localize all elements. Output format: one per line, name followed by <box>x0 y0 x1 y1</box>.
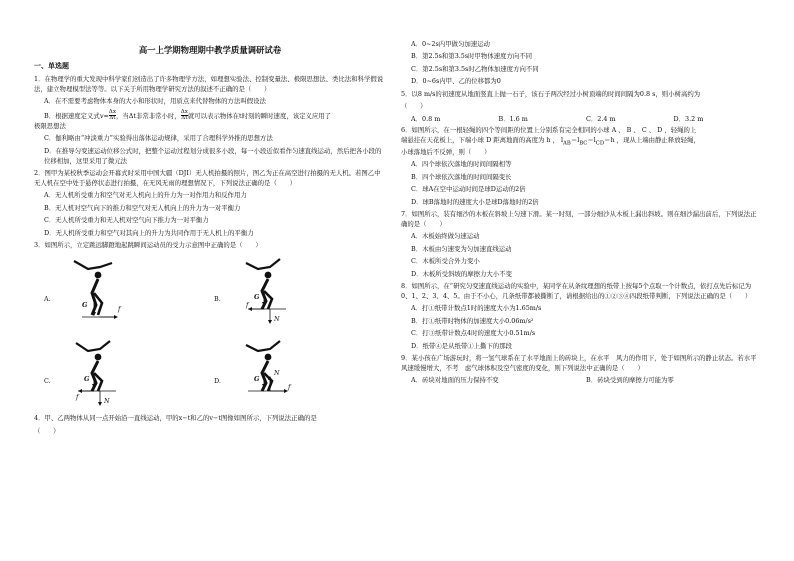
question-2-option-b: B．无人机对空气向下的推力和空气对无人机向上的升力为一对平衡力 <box>44 203 241 212</box>
figure-b-n: N <box>274 315 280 324</box>
question-5-option-d: D．3.2 m <box>673 114 704 123</box>
question-7-stem: 7．如图所示，装有细沙的木板在斜坡上匀速下滑。某一时刻，一部分细沙从木板上漏出斜坡。则在细沙漏出前后，下列说法正确的是（ ） <box>401 210 757 228</box>
question-7-option-d: D．木板所受斜坡的摩擦力大小不变 <box>411 269 512 278</box>
question-6-option-c: C．球A在空中运动时间是球D运动的2倍 <box>411 185 526 194</box>
question-2-option-d: D．无人机所受重力和空气对其向上的升力为共同作用于无人机上的平衡力 <box>44 228 254 237</box>
fraction-1 <box>109 110 116 122</box>
q6-eq1: ＝l <box>570 136 580 145</box>
sub-cd: CD <box>595 140 605 147</box>
fraction-1-numerator: Δx <box>108 108 116 115</box>
option-b-part4: 极限思想法 <box>34 121 66 130</box>
page-title: 高一上学期物理期中教学质量调研试卷 <box>138 45 282 55</box>
question-4-option-a: A．0~2s内甲做匀加速运动 <box>411 40 490 48</box>
q6-eq3: ＝h ，现从上端由静止释放轻绳， <box>604 136 700 145</box>
q6-line2: 端悬挂在天花板上，下端小球 D 距离地面的高度为 h ， l <box>401 136 564 145</box>
fraction-1-denominator: Δt <box>109 115 116 122</box>
question-6-option-a: A．四个球依次落地的时间间隔相等 <box>411 160 512 169</box>
question-8-option-d: D．纸带④是从纸带①上撕下的那段 <box>411 341 512 350</box>
question-4-option-c: C．第2.5s和第3.5s时乙物体加速度方向不同 <box>411 64 539 73</box>
figure-c-f: f <box>76 393 79 402</box>
question-8-option-a: A．打①纸带计数点1时的速度大小为1.65m/s <box>411 304 542 313</box>
question-7-option-c: C．木板所受合外力变小 <box>411 257 480 266</box>
question-1-option-d: D．在推导匀变速运动位移公式时，把整个运动过程划分成很多小段，每一小段近似看作匀速直线运动，然后把各小段的位移相加，这里采用了微元法 <box>44 146 382 165</box>
figure-b-g: G <box>254 293 260 302</box>
question-3-stem: 3．如图所示，立定跳远脚蹬地起跳瞬间运动员的受力示意图中正确的是（ ） <box>34 241 262 250</box>
option-b-part3: 就可以表示物体在t时刻的瞬时速度，该定义应用了 <box>187 111 332 120</box>
question-6-stem <box>401 126 761 157</box>
figure-c <box>44 335 154 407</box>
figure-c-label: C. <box>44 377 51 386</box>
figure-b-label: B. <box>214 295 221 304</box>
figure-d <box>214 335 324 407</box>
figure-c-g: G <box>84 375 90 384</box>
sub-ab: AB <box>563 140 571 147</box>
figure-d-f: f <box>288 383 291 392</box>
question-2-option-a: A．无人机所受重力和空气对无人机向上的升力为一对作用力和反作用力 <box>44 191 247 200</box>
figure-a-label: A. <box>44 295 51 304</box>
question-5-paren: （ ） <box>401 102 427 111</box>
figure-b-f: f <box>246 301 249 310</box>
figure-a-f: f <box>118 305 121 314</box>
figure-d-label: D. <box>214 377 221 386</box>
question-5-options <box>411 115 761 125</box>
question-4-option-b: B．第2.5s和第3.5s时甲物体速度方向不同 <box>411 52 533 61</box>
question-4-stem: 4．甲、乙两物体从同一点开始沿一直线运动，甲的x−t和乙的v−t图像如图所示，下列说法正确的是 <box>34 414 317 423</box>
jumper-figure-a <box>54 253 154 325</box>
figure-a <box>44 253 154 325</box>
question-9-option-b: B．砖块受到的摩擦力可能为零 <box>586 376 674 385</box>
question-4-option-d: D．0~6s内甲、乙的位移都为0 <box>411 77 501 86</box>
q6-eq2: ＝l <box>587 136 596 145</box>
figure-c-n: N <box>104 397 110 406</box>
figure-a-g: G <box>82 301 88 310</box>
figure-d-n: N <box>274 369 280 378</box>
figure-b <box>214 253 324 325</box>
question-3-figures <box>34 253 386 410</box>
question-5-stem: 5．以8 m/s的初速度从地面竖直上抛一石子，该石子两次经过小树顶端的时间间隔为0.8 s，则小树高约为 <box>401 89 701 98</box>
question-2-option-c: C．无人机所受重力和无人机对空气向下推力为一对平衡力 <box>44 216 209 225</box>
question-4-paren: （ ） <box>34 426 60 435</box>
q6-line3: 小球落地后不反弹，则（ ） <box>401 147 491 156</box>
right-column <box>401 40 761 388</box>
question-5-option-c: C．2.4 m <box>586 114 616 123</box>
question-6-option-b: B．四个球依次落地的时间间隔变长 <box>411 172 512 181</box>
formula-v-eq: v= <box>99 111 109 120</box>
option-b-part1: B．根据速度定义式 <box>44 111 100 120</box>
question-1-option-b <box>34 108 386 132</box>
question-7-option-b: B．木板由匀速变为匀加速直线运动 <box>411 244 512 253</box>
option-b-part2: ，当Δt非常非常小时， <box>116 111 181 120</box>
sub-bc: BC <box>579 140 588 147</box>
fraction-2-numerator: Δx <box>180 108 188 115</box>
question-1-option-a: A．在不需要考虑物体本身的大小和形状时，用质点来代替物体的方法叫假设法 <box>44 97 266 106</box>
question-1-option-c: C．伽利略由“冲淡重力”实验得出落体运动规律，采用了合理科学外推的思想方法 <box>44 134 273 143</box>
question-7-option-a: A．木板始终做匀速运动 <box>411 232 480 241</box>
question-8-stem: 8．如图所示，在“研究匀变速直线运动的实验中，某同学在从条纹理想的纸带上按每5个点取一个计数点，依打点先后标记为0、1、2、3、4、5。由于不小心，几条纸带都被撕断了，请根据给出的①②③④四段纸带判断，下列说法正确的是（ ） <box>401 282 752 300</box>
fraction-2-denominator: Δt <box>181 115 188 122</box>
left-column <box>34 0 386 439</box>
question-8-option-c: C．打③纸带计数点4时的速度大小0.51m/s <box>411 329 536 338</box>
question-1-stem: 1．在物理学的重大发现中科学家们创造出了许多物理学方法，如理想实验法、控制变量法、极限思想法、类比法和科学假说法，建立物理模型法等等。以下关于所用物理学研究方法的叙述不正确的是（ ） <box>34 74 384 93</box>
question-2-stem: 2．图甲为某校秋季运动会开幕式时采用中国大疆（DJI）无人机拍摄的照片，图乙为正在高空进行拍摄的无人机。若图乙中无人机在空中处于悬停状态进行拍摄，在无风无雨的理想情况下，下列说法正确的是（ ） <box>34 169 381 187</box>
fraction-2 <box>181 110 188 122</box>
question-8-option-b: B．打①纸带时物体的加速度大小0.06m/s² <box>411 316 534 325</box>
question-9-option-a: A．砖块对地面的压力保持不变 <box>411 376 499 385</box>
question-9-stem: 9．某小孩在广场游玩时，将一氢气球系在了水平地面上的砖块上，在水平 风力的作用下，处于如图所示的静止状态。若水平风速缓慢增大，不考 虑气球体积及空气密度的变化，则下列说法中正确的是（ ） <box>401 354 757 372</box>
question-5-option-b: B．1.6 m <box>498 114 528 123</box>
question-5-option-a: A．0.8 m <box>411 114 441 123</box>
question-9-options <box>411 376 761 386</box>
question-6-option-d: D．球B落地时的速度大小是球D落地时的2倍 <box>411 197 539 206</box>
section-heading: 一、单选题 <box>34 61 69 71</box>
figure-d-g: G <box>254 375 260 384</box>
q6-line1: 6．如图所示，在一根轻绳的四个等间距的位置上分别系有完全相同的小球 A 、 B 、 C 、 D ，轻绳的上 <box>401 126 697 135</box>
